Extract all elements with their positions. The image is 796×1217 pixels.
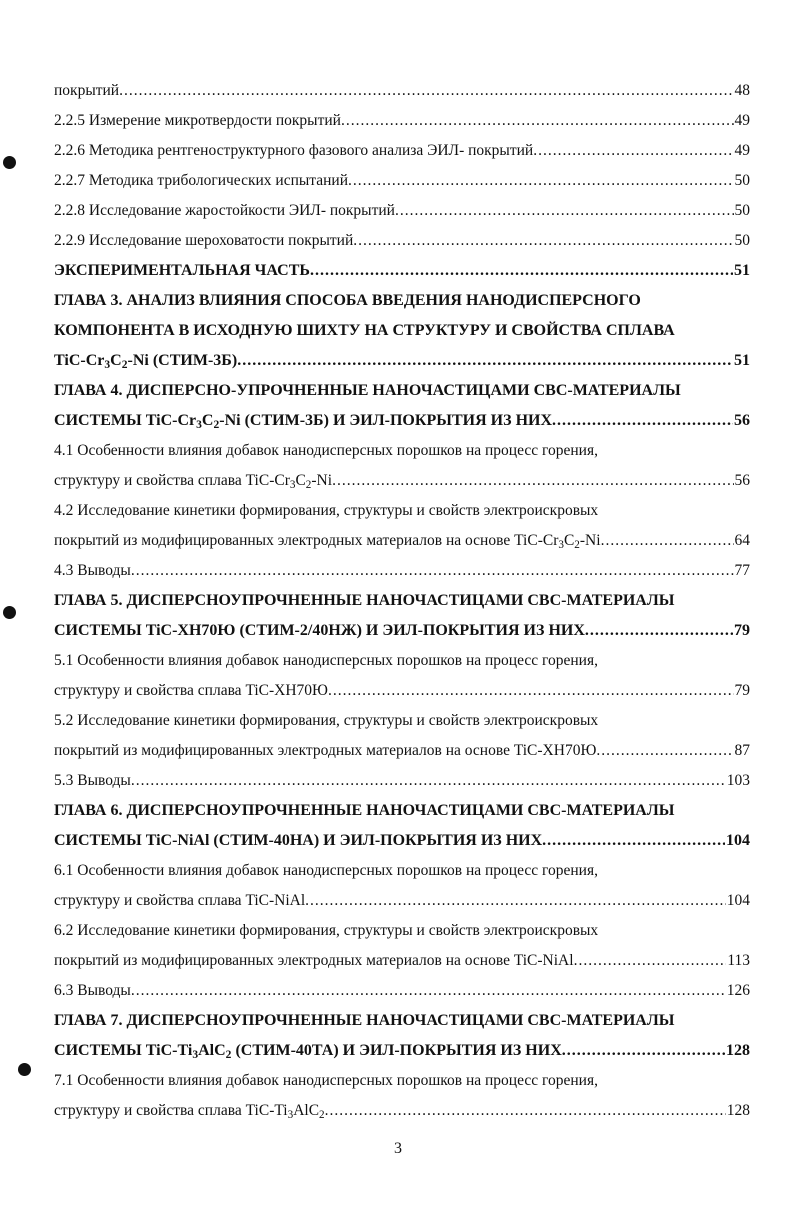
toc-entry <box>54 766 750 796</box>
toc-entry <box>54 586 750 616</box>
toc-entry <box>54 796 750 826</box>
toc-entry-title: структуру и свойства сплава TiC-NiAl <box>54 892 306 909</box>
punch-hole-top <box>3 156 16 169</box>
toc-entry-title: 7.1 Особенности влияния добавок нанодисперсных порошков на процесс горения, <box>54 1072 598 1089</box>
toc-entry-title: структуру и свойства сплава TiC-$Ti_3AlC_2$ <box>54 1102 325 1121</box>
toc-entry-title: 2.2.9 Исследование шероховатости покрытий <box>54 232 354 249</box>
toc-entry-title: 4.3 Выводы <box>54 562 131 579</box>
toc-entry <box>54 106 750 136</box>
toc-dot-leader <box>131 976 726 1006</box>
toc-entry <box>54 946 750 976</box>
toc-page-number: 79 <box>734 622 750 639</box>
toc-entry <box>54 226 750 256</box>
toc-entry <box>54 466 750 496</box>
toc-page-number: 50 <box>734 172 750 189</box>
toc-entry <box>54 526 750 556</box>
toc-entry-title: 4.2 Исследование кинетики формирования, структуры и свойств электроискровых <box>54 502 599 519</box>
toc-entry-title: 2.2.5 Измерение микротвердости покрытий <box>54 112 341 129</box>
toc-entry <box>54 376 750 406</box>
toc-page-number: 104 <box>726 892 750 909</box>
toc-entry-title: TiC-$Cr_3C_2-Ni$ (СТИМ-3Б) <box>54 352 238 371</box>
toc-entry-title: ГЛАВА 4. ДИСПЕРСНО-УПРОЧНЕННЫЕ НАНОЧАСТИЦАМИ СВС-МАТЕРИАЛЫ <box>54 382 681 399</box>
toc-dot-leader <box>341 106 734 136</box>
toc-entry-title: 6.2 Исследование кинетики формирования, структуры и свойств электроискровых <box>54 922 599 939</box>
toc-entry-title: структуру и свойства сплава TiC-$Cr_3C_2-Ni$ <box>54 472 333 491</box>
toc-entry <box>54 646 750 676</box>
toc-dot-leader <box>325 1096 726 1126</box>
toc-page-number: 49 <box>734 112 750 129</box>
toc-page-number: 79 <box>734 682 750 699</box>
punch-hole-middle <box>3 606 16 619</box>
toc-entry-title: СИСТЕМЫ TiC-NiAl (СТИМ-40НА) И ЭИЛ-ПОКРЫТИЯ ИЗ НИХ <box>54 832 543 849</box>
table-of-contents <box>54 76 750 1126</box>
toc-dot-leader <box>353 226 733 256</box>
toc-page-number: 128 <box>726 1102 750 1119</box>
toc-page-number: 51 <box>734 262 750 279</box>
toc-entry-title: 6.1 Особенности влияния добавок нанодисперсных порошков на процесс горения, <box>54 862 598 879</box>
toc-entry <box>54 406 750 436</box>
toc-entry <box>54 706 750 736</box>
toc-entry <box>54 436 750 466</box>
toc-dot-leader <box>119 76 733 106</box>
toc-entry <box>54 886 750 916</box>
toc-entry <box>54 1066 750 1096</box>
toc-entry-title: ГЛАВА 3. АНАЛИЗ ВЛИЯНИЯ СПОСОБА ВВЕДЕНИЯ НАНОДИСПЕРСНОГО <box>54 292 641 309</box>
toc-dot-leader <box>328 676 734 706</box>
toc-dot-leader <box>332 466 733 496</box>
toc-entry <box>54 196 750 226</box>
toc-entry-title: 2.2.6 Методика рентгеноструктурного фазового анализа ЭИЛ- покрытий <box>54 142 534 159</box>
toc-page-number: 49 <box>734 142 750 159</box>
toc-entry <box>54 1036 750 1066</box>
toc-entry-title: СИСТЕМЫ TiC-XH70Ю (СТИМ-2/40НЖ) И ЭИЛ-ПОКРЫТИЯ ИЗ НИХ <box>54 622 585 639</box>
toc-page-number: 126 <box>726 982 750 999</box>
toc-dot-leader <box>348 166 733 196</box>
page-number: 3 <box>394 1140 402 1157</box>
toc-dot-leader <box>533 136 733 166</box>
toc-entry <box>54 1006 750 1036</box>
toc-dot-leader <box>562 1036 725 1066</box>
toc-page-number: 56 <box>734 472 750 489</box>
toc-entry-title: ГЛАВА 6. ДИСПЕРСНОУПРОЧНЕННЫЕ НАНОЧАСТИЦАМИ СВС-МАТЕРИАЛЫ <box>54 802 675 819</box>
toc-page-number: 50 <box>734 202 750 219</box>
toc-dot-leader <box>601 526 734 556</box>
toc-entry-title: 6.3 Выводы <box>54 982 131 999</box>
toc-entry <box>54 166 750 196</box>
toc-entry-title: СИСТЕМЫ TiC-$Cr_3C_2-Ni$ (СТИМ-3Б) И ЭИЛ-ПОКРЫТИЯ ИЗ НИХ <box>54 412 553 431</box>
toc-entry <box>54 1096 750 1126</box>
toc-dot-leader <box>237 346 733 376</box>
toc-entry <box>54 856 750 886</box>
toc-entry-title: 2.2.7 Методика трибологических испытаний <box>54 172 349 189</box>
toc-entry <box>54 556 750 586</box>
punch-hole-bottom <box>18 1063 31 1076</box>
toc-entry-title: 5.1 Особенности влияния добавок нанодисперсных порошков на процесс горения, <box>54 652 598 669</box>
toc-entry <box>54 496 750 526</box>
toc-entry <box>54 676 750 706</box>
toc-entry-title: структуру и свойства сплава TiC-XH70Ю <box>54 682 328 699</box>
toc-page-number: 64 <box>734 532 750 549</box>
toc-dot-leader <box>552 406 733 436</box>
toc-entry-title: покрытий из модифицированных электродных материалов на основе TiC-XH70Ю <box>54 742 597 759</box>
toc-entry-title: СИСТЕМЫ TiC-$Ti_3AlC_2$ (СТИМ-40ТА) И ЭИЛ-ПОКРЫТИЯ ИЗ НИХ <box>54 1042 562 1061</box>
toc-entry-title: покрытий <box>54 82 120 99</box>
toc-dot-leader <box>131 556 734 586</box>
toc-entry <box>54 826 750 856</box>
toc-entry <box>54 916 750 946</box>
toc-entry-title: 5.2 Исследование кинетики формирования, структуры и свойств электроискровых <box>54 712 599 729</box>
toc-page-number: 48 <box>734 82 750 99</box>
toc-entry <box>54 316 750 346</box>
toc-page-number: 50 <box>734 232 750 249</box>
toc-entry <box>54 256 750 286</box>
toc-page-number: 104 <box>726 832 750 849</box>
toc-entry-title: ЭКСПЕРИМЕНТАЛЬНАЯ ЧАСТЬ <box>54 262 310 279</box>
toc-dot-leader <box>395 196 734 226</box>
toc-entry <box>54 976 750 1006</box>
toc-page-number: 87 <box>734 742 750 759</box>
toc-dot-leader <box>585 616 733 646</box>
toc-entry-title: покрытий из модифицированных электродных материалов на основе TiC-NiAl <box>54 952 574 969</box>
toc-entry <box>54 76 750 106</box>
toc-dot-leader <box>596 736 733 766</box>
toc-entry-title: покрытий из модифицированных электродных материалов на основе TiC-$Cr_3C_2-Ni$ <box>54 532 601 551</box>
toc-entry <box>54 736 750 766</box>
toc-entry-title: 5.3 Выводы <box>54 772 131 789</box>
toc-entry <box>54 286 750 316</box>
toc-dot-leader <box>542 826 725 856</box>
toc-page-number: 56 <box>734 412 750 429</box>
toc-entry-title: 4.1 Особенности влияния добавок нанодисперсных порошков на процесс горения, <box>54 442 598 459</box>
toc-dot-leader <box>131 766 726 796</box>
toc-entry-title: ГЛАВА 7. ДИСПЕРСНОУПРОЧНЕННЫЕ НАНОЧАСТИЦАМИ СВС-МАТЕРИАЛЫ <box>54 1012 675 1029</box>
toc-entry-title: КОМПОНЕНТА В ИСХОДНУЮ ШИХТУ НА СТРУКТУРУ И СВОЙСТВА СПЛАВА <box>54 322 675 339</box>
toc-page-number: 51 <box>734 352 750 369</box>
toc-dot-leader <box>574 946 727 976</box>
toc-dot-leader <box>310 256 733 286</box>
toc-page-number: 113 <box>727 952 750 969</box>
toc-page-number: 128 <box>726 1042 750 1059</box>
toc-dot-leader <box>305 886 726 916</box>
toc-entry <box>54 136 750 166</box>
toc-entry-title: 2.2.8 Исследование жаростойкости ЭИЛ- покрытий <box>54 202 395 219</box>
toc-entry <box>54 616 750 646</box>
toc-entry-title: ГЛАВА 5. ДИСПЕРСНОУПРОЧНЕННЫЕ НАНОЧАСТИЦАМИ СВС-МАТЕРИАЛЫ <box>54 592 675 609</box>
toc-page-number: 77 <box>734 562 750 579</box>
toc-entry <box>54 346 750 376</box>
toc-page-number: 103 <box>726 772 750 789</box>
